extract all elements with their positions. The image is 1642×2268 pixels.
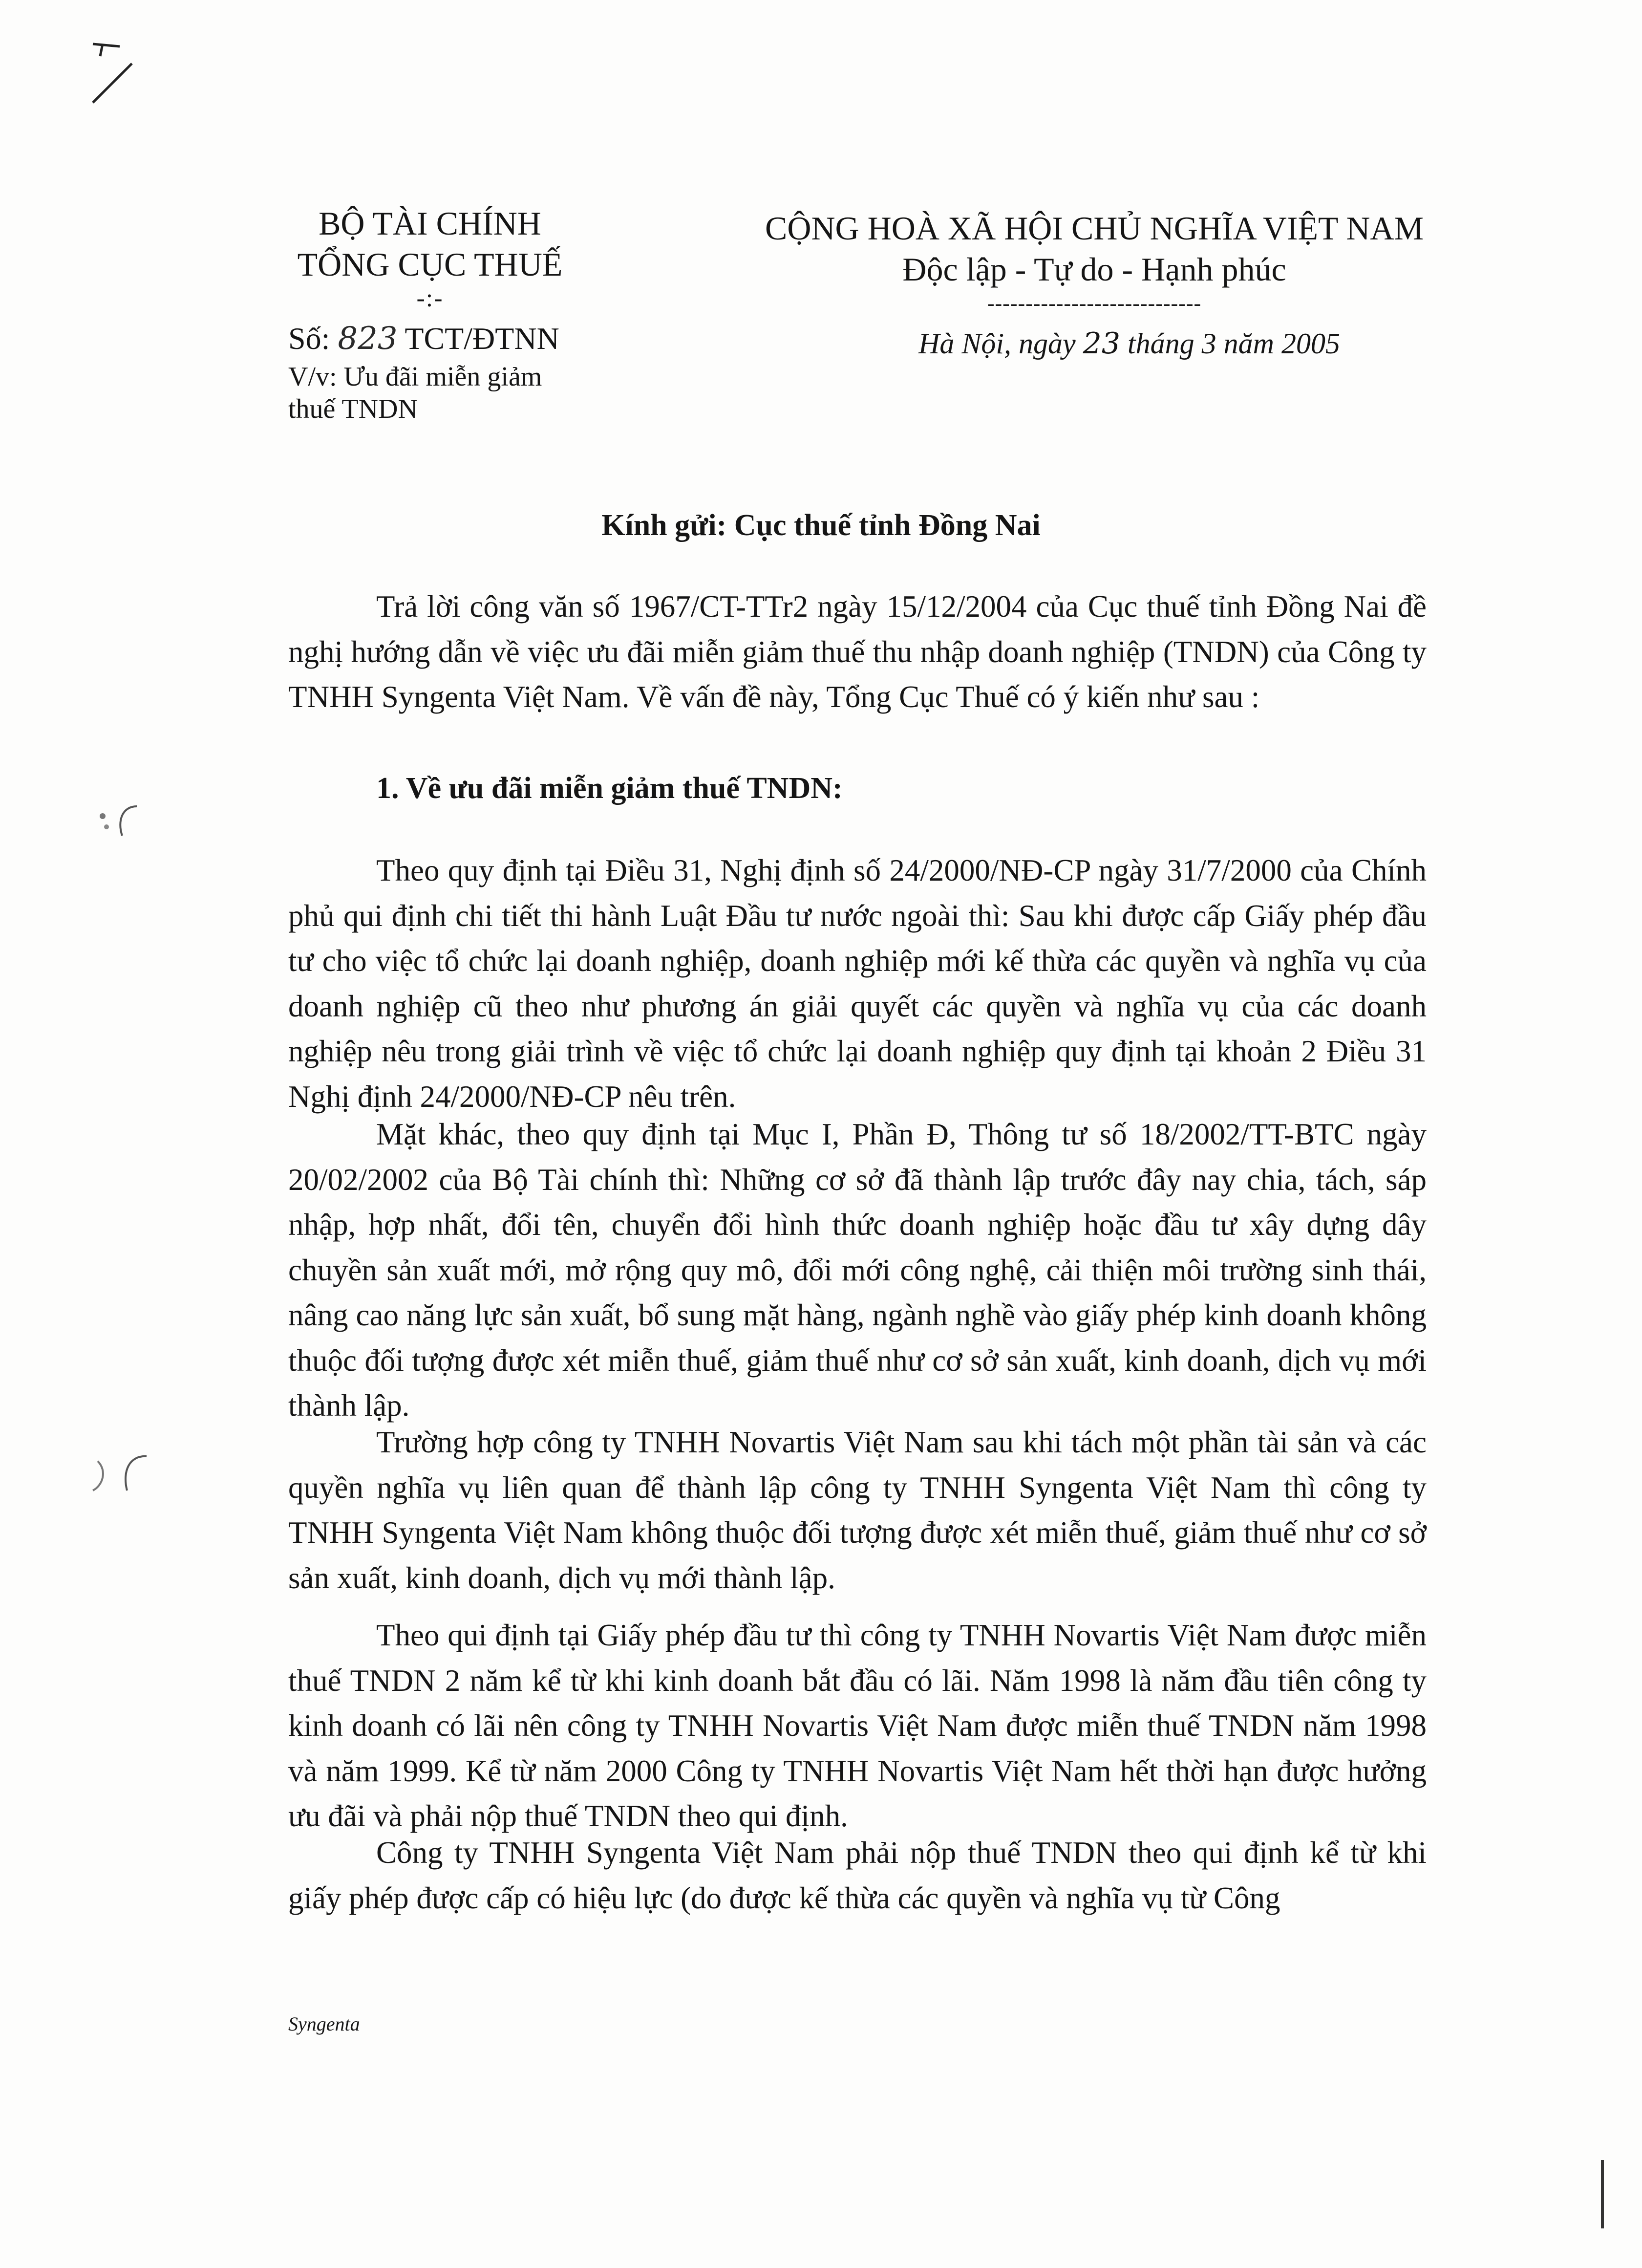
paragraph-intro: Trả lời công văn số 1967/CT-TTr2 ngày 15/12/2004 của Cục thuế tỉnh Đồng Nai đề nghị hướng dẫn về việc ưu đãi miễn giảm thuế thu nhập doanh nghiệp (TNDN) của Công ty TNHH Syngenta Việt Nam. Về vấn đề này, Tổng Cục Thuế có ý kiến như sau : <box>288 589 1427 714</box>
subject-block <box>288 361 660 425</box>
paragraph-syngenta-tax: Công ty TNHH Syngenta Việt Nam phải nộp thuế TNDN theo qui định kể từ khi giấy phép được cấp có hiệu lực (do được kế thừa các quyền và nghĩa vụ từ Công <box>288 1836 1427 1915</box>
paragraph-novartis-split: Trường hợp công ty TNHH Novartis Việt Nam sau khi tách một phần tài sản và các quyền nghĩa vụ liên quan để thành lập công ty TNHH Syngenta Việt Nam thì công ty TNHH Syngenta Việt Nam không thuộc đối tượng được xét miễn thuế, giảm thuế như cơ sở sản xuất, kinh doanh, dịch vụ mới thành lập. <box>288 1425 1427 1595</box>
paragraph-circular-18: Mặt khác, theo quy định tại Mục I, Phần Đ, Thông tư số 18/2002/TT-BTC ngày 20/02/2002 của Bộ Tài chính thì: Những cơ sở đã thành lập trước đây nay chia, tách, sáp nhập, hợp nhất, đổi tên, chuyển đổi hình thức doanh nghiệp hoặc đầu tư xây dựng dây chuyền sản xuất mới, mở rộng quy mô, đổi mới công nghệ, cải thiện môi trường sinh thái, nâng cao năng lực sản xuất, bổ sung mặt hàng, ngành nghề vào giấy phép kinh doanh không thuộc đối tượng được xét miễn thuế, giảm thuế như cơ sở sản xuất, kinh doanh, dịch vụ mới thành lập. <box>288 1117 1427 1423</box>
date-prefix: Hà Nội, ngày <box>918 327 1076 360</box>
number-prefix: Số: <box>288 321 330 356</box>
footer-label: Syngenta <box>288 2013 360 2035</box>
handwritten-number: 823 <box>338 321 398 357</box>
paragraph-decree-31: Theo quy định tại Điều 31, Nghị định số 24/2000/NĐ-CP ngày 31/7/2000 của Chính phủ qui định chi tiết thi hành Luật Đầu tư nước ngoài thì: Sau khi được cấp Giấy phép đầu tư cho việc tổ chức lại doanh nghiệp, doanh nghiệp mới kế thừa các quyền và nghĩa vụ của doanh nghiệp cũ theo như phương án giải quyết các quyền và nghĩa vụ của các doanh nghiệp nêu trong giải trình về việc tổ chức lại doanh nghiệp quy định tại khoản 2 Điều 31 Nghị định 24/2000/NĐ-CP nêu trên. <box>288 853 1427 1114</box>
subject-line-2: thuế TNDN <box>288 394 418 424</box>
document-number <box>288 320 559 357</box>
department-name: TỔNG CỤC THUẾ <box>297 246 563 283</box>
place-date-line <box>918 326 1340 361</box>
number-suffix: TCT/ĐTNN <box>405 321 559 356</box>
handwritten-day: 23 <box>1083 326 1121 361</box>
punch-hole-mark-lower <box>88 1442 161 1505</box>
national-motto: Độc lập - Tự do - Hạnh phúc <box>902 251 1286 288</box>
punch-hole-mark-upper <box>88 792 161 855</box>
header-separator: -:- <box>416 284 444 312</box>
motto-underline: ---------------------------- <box>987 291 1202 315</box>
recipient-greeting: Kính gửi: Cục thuế tỉnh Đồng Nai <box>601 509 1041 542</box>
pen-mark-top-left <box>73 29 161 112</box>
ministry-name: BỘ TÀI CHÍNH <box>319 205 541 242</box>
national-heading-block <box>723 208 1466 317</box>
pen-mark-bottom-right <box>1588 2155 1617 2233</box>
paragraph-exemption-period: Theo qui định tại Giấy phép đầu tư thì công ty TNHH Novartis Việt Nam được miễn thuế TNDN 2 năm kể từ khi kinh doanh bắt đầu có lãi. Năm 1998 là năm đầu tiên công ty kinh doanh có lãi nên công ty TNHH Novartis Việt Nam được miễn thuế TNDN năm 1998 và năm 1999. Kể từ năm 2000 Công ty TNHH Novartis Việt Nam hết thời hạn được hưởng ưu đãi và phải nộp thuế TNDN theo qui định. <box>288 1618 1427 1833</box>
nation-name: CỘNG HOÀ XÃ HỘI CHỦ NGHĨA VIỆT NAM <box>765 210 1424 247</box>
date-suffix: tháng 3 năm 2005 <box>1128 327 1341 360</box>
section-heading-1: 1. Về ưu đãi miễn giảm thuế TNDN: <box>376 772 843 805</box>
subject-line-1: V/v: Ưu đãi miễn giảm <box>288 362 542 392</box>
issuing-authority-block <box>274 203 586 312</box>
